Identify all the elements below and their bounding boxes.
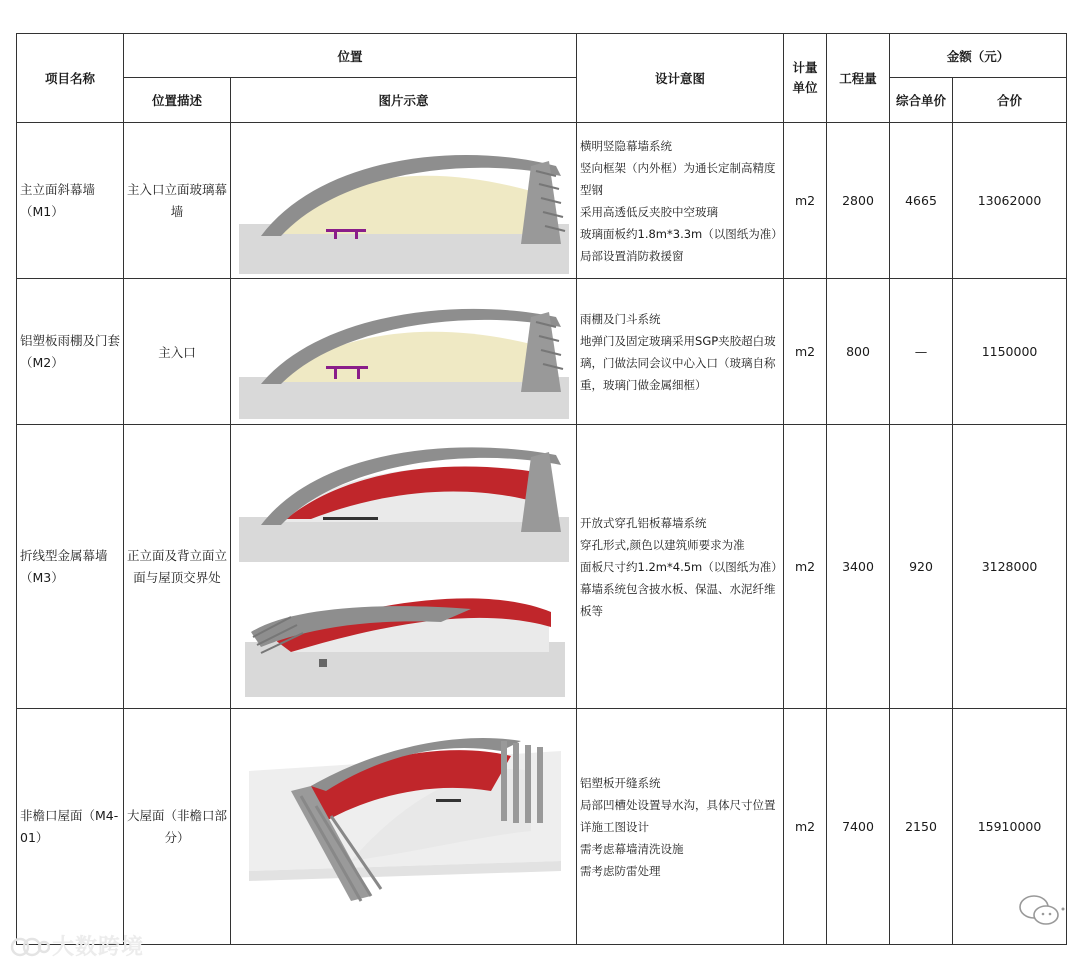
quantity: 2800 xyxy=(827,123,890,279)
header-image: 图片示意 xyxy=(231,78,577,123)
header-position: 位置 xyxy=(124,34,577,78)
quantity: 3400 xyxy=(827,425,890,709)
location: 大屋面（非檐口部分） xyxy=(124,709,231,945)
design-line: 需考虑幕墙清洗设施 xyxy=(580,841,684,856)
header-unit xyxy=(784,34,827,123)
watermark-text: 大数跨境 xyxy=(52,935,145,960)
design-line: 雨棚及门斗系统 xyxy=(580,311,661,326)
header-design-intent: 设计意图 xyxy=(577,34,784,123)
table-row xyxy=(17,709,1067,945)
design-line: 地弹门及固定玻璃采用SGP夹胶超白玻璃，门做法同会议中心入口（玻璃自称重，玻璃门做金属细框） xyxy=(580,333,776,392)
total-price: 1150000 xyxy=(953,279,1067,425)
unit-price: 920 xyxy=(890,425,953,709)
unit-price: 4665 xyxy=(890,123,953,279)
design-line: 开放式穿孔铝板幕墙系统 xyxy=(580,515,707,530)
design-line: 铝塑板开缝系统 xyxy=(580,775,661,790)
render-m4 xyxy=(231,709,577,945)
item-name: 折线型金属幕墙（M3） xyxy=(17,425,124,709)
total-price: 3128000 xyxy=(953,425,1067,709)
quantity: 800 xyxy=(827,279,890,425)
item-name: 非檐口屋面（M4-01） xyxy=(17,709,124,945)
header-unit-line2: 单位 xyxy=(792,80,818,95)
design-line: 局部凹槽处设置导水沟，具体尺寸位置详施工图设计 xyxy=(580,797,776,834)
total-price: 13062000 xyxy=(953,123,1067,279)
unit: m2 xyxy=(784,279,827,425)
design-line: 需考虑防雷处理 xyxy=(580,863,661,878)
design-line: 玻璃面板约1.8m*3.3m（以图纸为准） xyxy=(580,226,783,241)
design-line: 采用高透低反夹胶中空玻璃 xyxy=(580,204,719,219)
item-name: 主立面斜幕墙（M1） xyxy=(17,123,124,279)
wechat-logo-icon xyxy=(1016,893,1066,929)
design-line: 横明竖隐幕墙系统 xyxy=(580,138,673,153)
unit-price: 2150 xyxy=(890,709,953,945)
header-total-price: 合价 xyxy=(953,78,1067,123)
design-intent xyxy=(577,123,784,279)
unit: m2 xyxy=(784,709,827,945)
design-intent xyxy=(577,709,784,945)
design-line: 面板尺寸约1.2m*4.5m（以图纸为准） xyxy=(580,559,783,574)
design-line: 幕墙系统包含披水板、保温、水泥纤维板等 xyxy=(580,581,776,618)
header-position-desc: 位置描述 xyxy=(124,78,231,123)
design-intent xyxy=(577,425,784,709)
header-item-name: 项目名称 xyxy=(17,34,124,123)
unit: m2 xyxy=(784,425,827,709)
render-m2 xyxy=(231,279,577,425)
design-line: 竖向框架（内外框）为通长定制高精度型钢 xyxy=(580,160,776,197)
unit: m2 xyxy=(784,123,827,279)
location: 正立面及背立面立面与屋顶交界处 xyxy=(124,425,231,709)
design-line: 局部设置消防救援窗 xyxy=(580,248,684,263)
total-price: 15910000 xyxy=(953,709,1067,945)
watermark-logo-icon xyxy=(10,933,50,961)
table-row xyxy=(17,425,1067,709)
header-unit-line1: 计量 xyxy=(792,60,818,75)
design-line: 穿孔形式,颜色以建筑师要求为准 xyxy=(580,537,745,552)
table-row xyxy=(17,123,1067,279)
render-m1 xyxy=(231,123,577,279)
render-m3 xyxy=(231,425,577,709)
header-unit-price: 综合单价 xyxy=(890,78,953,123)
location: 主入口 xyxy=(124,279,231,425)
unit-price: — xyxy=(890,279,953,425)
table-row xyxy=(17,279,1067,425)
header-amount: 金额（元） xyxy=(890,34,1067,78)
design-intent xyxy=(577,279,784,425)
location: 主入口立面玻璃幕墙 xyxy=(124,123,231,279)
budget-table xyxy=(16,33,1067,945)
header-quantity: 工程量 xyxy=(827,34,890,123)
item-name: 铝塑板雨棚及门套（M2） xyxy=(17,279,124,425)
quantity: 7400 xyxy=(827,709,890,945)
